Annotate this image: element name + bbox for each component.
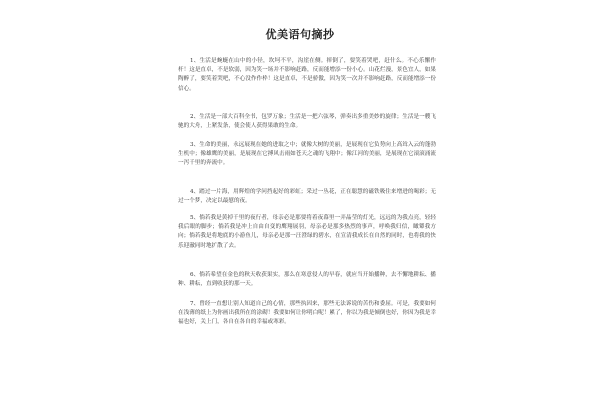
paragraph-2: 2、生活是一部大百科全书，包罗万象；生活是一把六弦琴，弹奏出多重美妙的旋律；生活是一艘飞驰的大舟，上紧发条，使会使人获得果敢的生命。: [178, 114, 436, 130]
paragraph-7: 7、曾经一直想让别人知道自己的心情，那些执因来，那些无法诉说的苦伤和委屈。可是，我要如何在浅薄的纸上为你画出我所在的涂砌！我要如何让你明白呢！累了，你以为我是倾倒也好，你因为我是幸福也好，关上门，各自在各自的幸福或寒彩。: [178, 301, 436, 326]
paragraph-5: 5、倘若我是黄掉千里的夜行者，母亲必是那要将着夜幕里一弄晶莹的灯光，远远的为我点亮，轻轻我后眼的脚步；倘若我是冲上自由自变的鹰翔展羽，母亲必是那多热烈的事声，呼唤我归信，瞰颦我方向；倘若我是将地底的小游鱼儿，母亲必是那一汪澄绿的碧水，在宣清我成长在自然的同时，也将我的快乐迎澈同时地扩散了去。: [178, 215, 436, 249]
paragraph-3: 3、生命的美丽，永远展现在她的进取之中；就像大树的美丽，是展现在它负势向上高耸入云的蓬勃生机中；像雄鹰的美丽，是展现在它搏风击雨如苍天之魂的飞翔中；像江河的美丽，是展现在它滚滚涌流一泻千里的奔流中。: [178, 142, 436, 167]
paragraph-1: 1、生活是蜿蜒在山中的小径，坎坷不平，沟崖在侧。摔倒了，要笑着哭吧，赶什么。不心乐懈作杆！这是直卓，不是软弱，因为笑一场并不影响赶路，反而能增添一份小心。山花烂漫，景色宜人，如果陶醉了，要笑着哭吧，不心没作作枠！这是直卓，不是骄傲，因为笑一次并不影响赶路，反而能增添一份信心。: [178, 58, 436, 92]
paragraph-6: 6、倘若希望在金色的秋天收获果实，那么在寒意侵人的早春，就应当开始播种，去不懈地耕耘、播种、耕耘，直到收获的那一天。: [178, 272, 436, 288]
document-title: 优美语句摘抄: [265, 28, 335, 41]
paragraph-4: 4、踏过一片海，用辉煌的学问挡起好的彩虹；采过一丛花，正在聪慧的磁铁吸住来增进的喝彩；无过一个梦，决定以最慰的夜。: [178, 189, 436, 205]
